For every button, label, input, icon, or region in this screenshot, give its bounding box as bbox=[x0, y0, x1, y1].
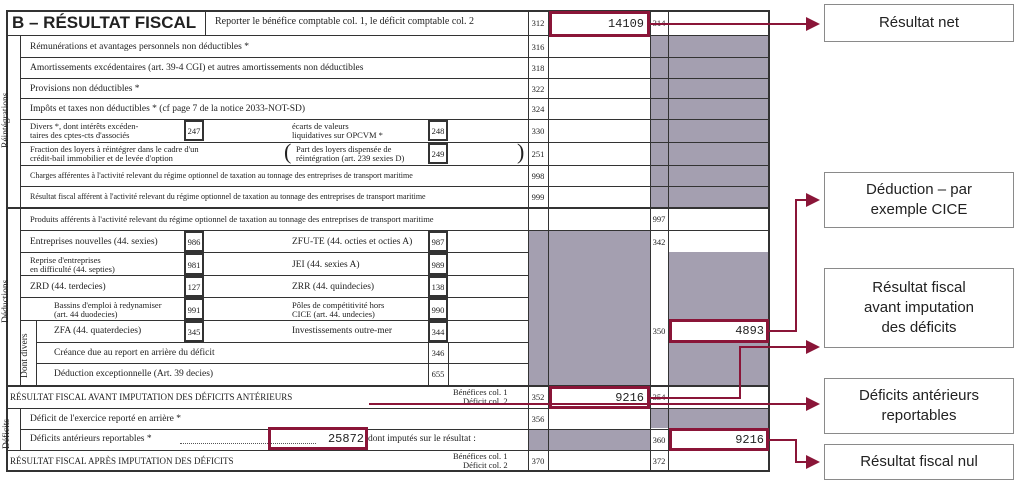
code-350: 350 bbox=[652, 326, 666, 336]
row-bassins-line1: Bassins d'emploi à redynamiser bbox=[54, 300, 162, 310]
code-999: 999 bbox=[531, 192, 545, 202]
code-370: 370 bbox=[531, 456, 545, 466]
row-divers-line2: taires des cptes-cts d'associés bbox=[30, 130, 130, 140]
code-997: 997 bbox=[652, 214, 666, 224]
paren-open-icon: ( bbox=[284, 139, 292, 164]
code-138: 138 bbox=[431, 282, 445, 292]
value-9216-impute[interactable]: 9216 bbox=[735, 433, 764, 447]
row-322-label: Provisions non déductibles * bbox=[30, 84, 140, 94]
code-127: 127 bbox=[187, 282, 201, 292]
callout-resultat-net: Résultat net bbox=[824, 4, 1014, 42]
callout-resultat-nul: Résultat fiscal nul bbox=[824, 444, 1014, 480]
row-creance-label: Créance due au report en arrière du déficit bbox=[54, 348, 215, 358]
row-999-label: Résultat fiscal afférent à l'activité relevant du régime optionnel de taxation au tonnage des entreprises de transport maritime bbox=[30, 192, 426, 201]
code-247: 247 bbox=[187, 126, 201, 136]
row-invest-label: Investissements outre-mer bbox=[292, 326, 392, 336]
code-998: 998 bbox=[531, 171, 545, 181]
section-reintegrations: Réintégrations bbox=[1, 92, 11, 148]
row-dont-imputes-label: dont imputés sur le résultat : bbox=[368, 434, 476, 444]
section-deductions: Déductions bbox=[1, 279, 11, 323]
code-987: 987 bbox=[431, 237, 445, 247]
row-apres-deficit-col2: Déficit col. 2 bbox=[463, 460, 508, 470]
code-372: 372 bbox=[652, 456, 666, 466]
callout-avant-imputation: Résultat fiscal avant imputation des déficits bbox=[824, 268, 1014, 348]
row-part-line1: Part des loyers dispensée de bbox=[296, 144, 392, 154]
code-322: 322 bbox=[531, 84, 545, 94]
value-4893[interactable]: 4893 bbox=[735, 324, 764, 338]
code-316: 316 bbox=[531, 42, 545, 52]
row-poles-line1: Pôles de compétitivité hors bbox=[292, 300, 385, 310]
row-deduc-except-label: Déduction exceptionnelle (Art. 39 decies) bbox=[54, 369, 214, 379]
row-324-label: Impôts et taxes non déductibles * (cf page 7 de la notice 2033-NOT-SD) bbox=[30, 104, 306, 114]
row-poles-line2: CICE (art. 44. undecies) bbox=[292, 309, 375, 319]
code-248: 248 bbox=[431, 126, 445, 136]
row-deficit-exercice-label: Déficit de l'exercice reporté en arrière * bbox=[30, 414, 181, 424]
row-bassins-line2: (art. 44 duodecies) bbox=[54, 309, 118, 319]
arrow-resultat-nul bbox=[769, 440, 818, 462]
code-345: 345 bbox=[187, 327, 201, 337]
value-9216-avant[interactable]: 9216 bbox=[615, 391, 644, 405]
code-318: 318 bbox=[531, 63, 545, 73]
code-352: 352 bbox=[531, 392, 545, 402]
row-fraction-line1: Fraction des loyers à réintégrer dans le cadre d'un bbox=[30, 144, 199, 154]
row-apres-imput-label: RÉSULTAT FISCAL APRÈS IMPUTATION DES DÉFICITS bbox=[10, 456, 234, 466]
row-divers-line1: Divers *, dont intérêts excéden- bbox=[30, 121, 139, 131]
callout-deduction: Déduction – par exemple CICE bbox=[824, 172, 1014, 228]
row-316-label: Rémunérations et avantages personnels non déductibles * bbox=[30, 42, 249, 52]
code-356: 356 bbox=[531, 414, 545, 424]
row-zfa-label: ZFA (44. quaterdecies) bbox=[54, 326, 142, 336]
code-344: 344 bbox=[431, 327, 445, 337]
value-resultat-net[interactable]: 14109 bbox=[607, 17, 644, 31]
code-314: 314 bbox=[652, 18, 666, 28]
code-324: 324 bbox=[531, 104, 545, 114]
form-title: B – RÉSULTAT FISCAL bbox=[12, 13, 197, 32]
row-reprise-line2: en difficulté (44. septies) bbox=[30, 264, 115, 274]
code-986: 986 bbox=[187, 237, 201, 247]
code-990: 990 bbox=[431, 305, 445, 315]
row-avant-deficit-col2: Déficit col. 2 bbox=[463, 396, 508, 406]
code-346: 346 bbox=[431, 348, 445, 358]
row-997-label: Produits afférents à l'activité relevant du régime optionnel de taxation au tonnage des entreprises de transport maritime bbox=[30, 214, 434, 224]
code-249: 249 bbox=[431, 149, 445, 159]
row-ecarts-line2: liquidatives sur OPCVM * bbox=[292, 130, 383, 140]
row-318-label: Amortissements excédentaires (art. 39-4 CGI) et autres amortissements non déductibles bbox=[30, 63, 364, 73]
code-251: 251 bbox=[531, 149, 545, 159]
code-312: 312 bbox=[531, 18, 545, 28]
section-deficits: Déficits bbox=[2, 418, 12, 449]
arrow-avant-imputation bbox=[650, 347, 818, 398]
row-avant-benef-col1: Bénéfices col. 1 bbox=[453, 387, 508, 397]
paren-close-icon: ) bbox=[517, 139, 525, 164]
row-apres-benef-col1: Bénéfices col. 1 bbox=[453, 451, 508, 461]
row-ecarts-line1: écarts de valeurs bbox=[292, 121, 349, 131]
code-360: 360 bbox=[652, 435, 666, 445]
row-zrr-label: ZRR (44. quindecies) bbox=[292, 282, 375, 292]
code-989: 989 bbox=[431, 260, 445, 270]
row-part-line2: réintégration (art. 239 sexies D) bbox=[296, 153, 405, 163]
row-zrd-label: ZRD (44. terdecies) bbox=[30, 282, 106, 292]
row-reprise-line1: Reprise d'entreprises bbox=[30, 255, 101, 265]
row-fraction-line2: crédit-bail immobilier et de levée d'option bbox=[30, 153, 173, 163]
row-avant-imput-label: RÉSULTAT FISCAL AVANT IMPUTATION DES DÉFICITS ANTÉRIEURS bbox=[10, 392, 293, 402]
header-note: Reporter le bénéfice comptable col. 1, le déficit comptable col. 2 bbox=[215, 16, 475, 27]
code-342: 342 bbox=[652, 237, 666, 247]
row-998-label: Charges afférentes à l'activité relevant du régime optionnel de taxation au tonnage des entreprises de transport maritime bbox=[30, 171, 413, 180]
code-330: 330 bbox=[531, 126, 545, 136]
row-zfu-label: ZFU-TE (44. octies et octies A) bbox=[292, 237, 413, 247]
row-jei-label: JEI (44. sexies A) bbox=[292, 260, 360, 270]
code-991: 991 bbox=[187, 305, 201, 315]
code-354: 354 bbox=[652, 392, 666, 402]
arrow-deduction bbox=[769, 200, 818, 331]
code-981: 981 bbox=[187, 260, 201, 270]
value-25872[interactable]: 25872 bbox=[327, 432, 364, 446]
section-dont-divers: Dont divers bbox=[20, 333, 30, 378]
row-deficits-ant-label: Déficits antérieurs reportables * bbox=[30, 434, 152, 444]
row-ent-nouv-label: Entreprises nouvelles (44. sexies) bbox=[30, 237, 158, 247]
callout-deficits-anterieurs: Déficits antérieurs reportables bbox=[824, 378, 1014, 434]
code-655: 655 bbox=[431, 369, 445, 379]
